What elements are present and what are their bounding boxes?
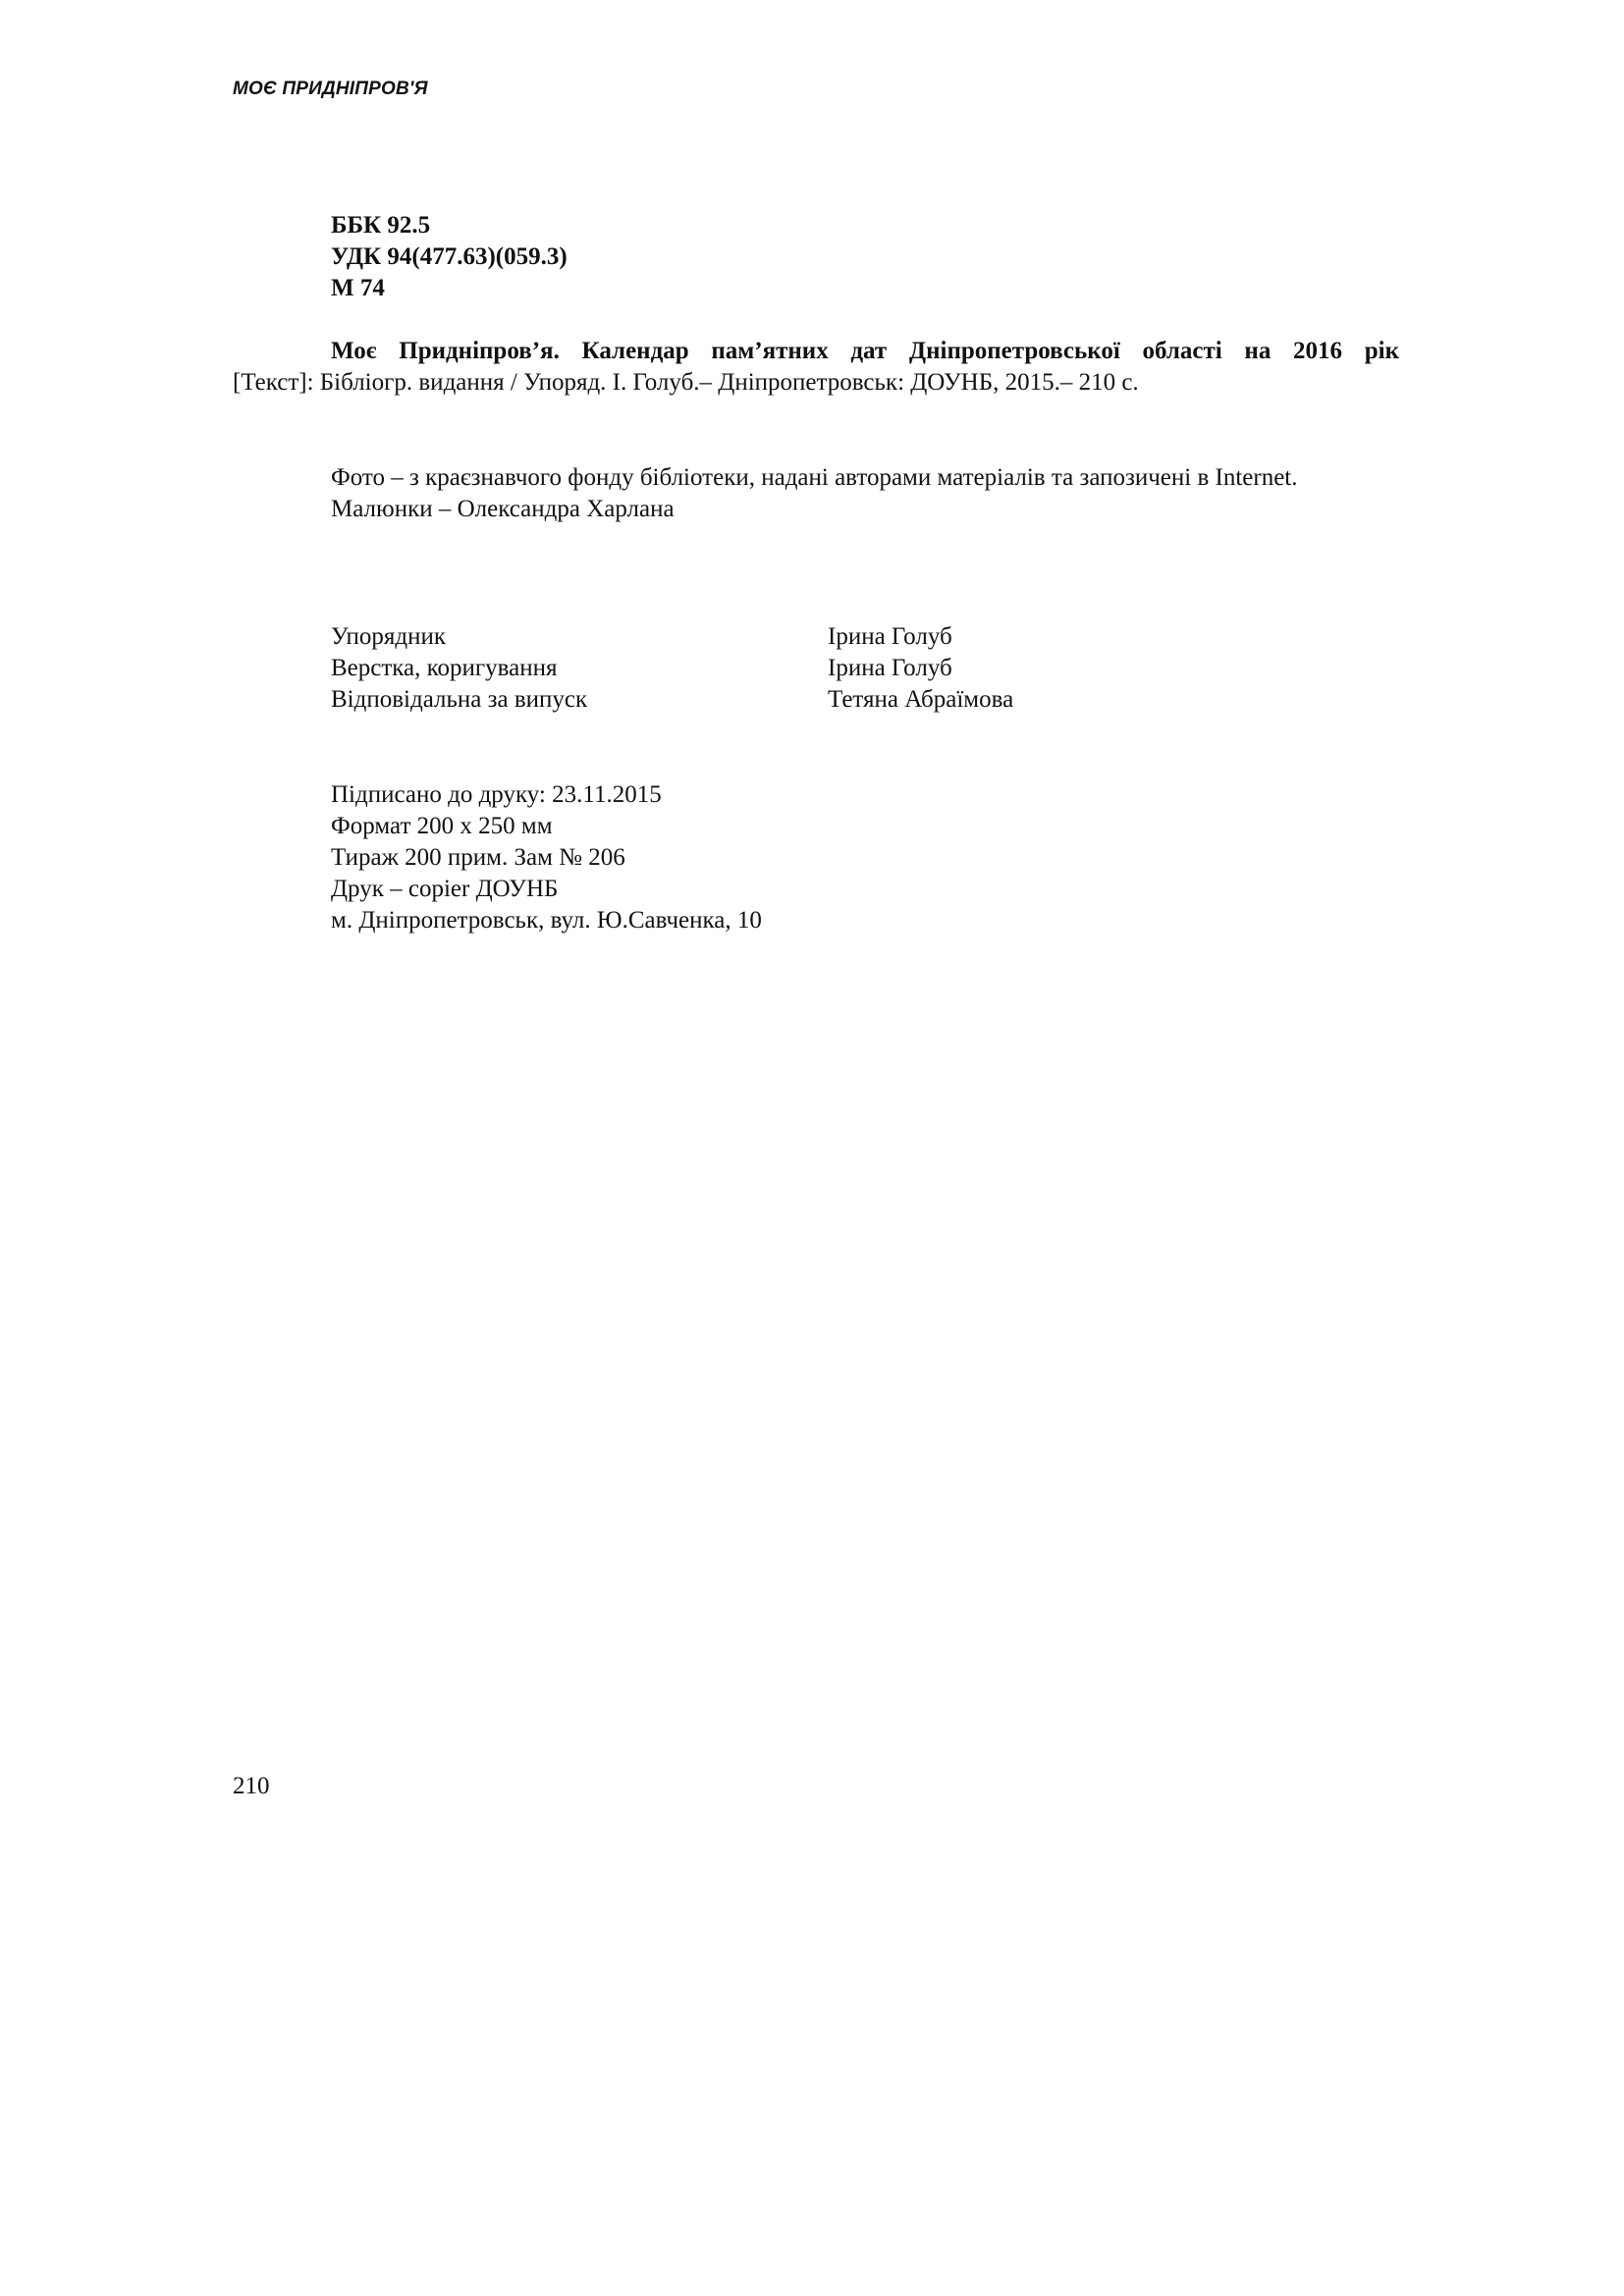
role-row (331, 621, 1013, 653)
bibliographic-entry (233, 336, 1399, 399)
role-row (331, 653, 1013, 684)
role-person: Тетяна Абраїмова (828, 686, 1014, 713)
bibliographic-details: [Текст]: Бібліогр. видання / Упоряд. І. Голуб.– Дніпропетровськ: ДОУНБ, 2015.– 210 с. (233, 369, 1139, 396)
bibliographic-title: Моє Придніпров’я. Календар пам’ятних дат Дніпропетровської області на 2016 рік (331, 338, 1399, 364)
role-label: Упорядник (331, 623, 447, 650)
role-row (331, 684, 1013, 716)
photo-credit: Фото – з краєзнавчого фонду бібліотеки, надані авторами матеріалів та запозичені в Internet. (331, 464, 1298, 491)
bbk-code: ББК 92.5 (331, 212, 431, 239)
signed-for-print: Підписано до друку: 23.11.2015 (331, 781, 662, 808)
role-label: Верстка, коригування (331, 655, 558, 681)
running-header: МОЄ ПРИДНІПРОВ'Я (233, 79, 428, 99)
roles-list (331, 621, 1013, 716)
publisher-address: м. Дніпропетровськ, вул. Ю.Савченка, 10 (331, 907, 762, 934)
author-mark: М 74 (331, 275, 385, 301)
print-format: Формат 200 х 250 мм (331, 813, 553, 839)
udk-code: УДК 94(477.63)(059.3) (331, 243, 568, 270)
page-number: 210 (233, 1773, 270, 1799)
classification-codes (331, 210, 568, 304)
role-person: Ірина Голуб (828, 623, 952, 650)
drawings-credit: Малюнки – Олександра Харлана (331, 496, 675, 522)
print-run: Тираж 200 прим. Зам № 206 (331, 844, 625, 871)
imprint (331, 779, 762, 936)
role-person: Ірина Голуб (828, 655, 952, 681)
role-label: Відповідальна за випуск (331, 686, 588, 713)
credits (331, 462, 1399, 525)
printing-info: Друк – copier ДОУНБ (331, 876, 559, 902)
